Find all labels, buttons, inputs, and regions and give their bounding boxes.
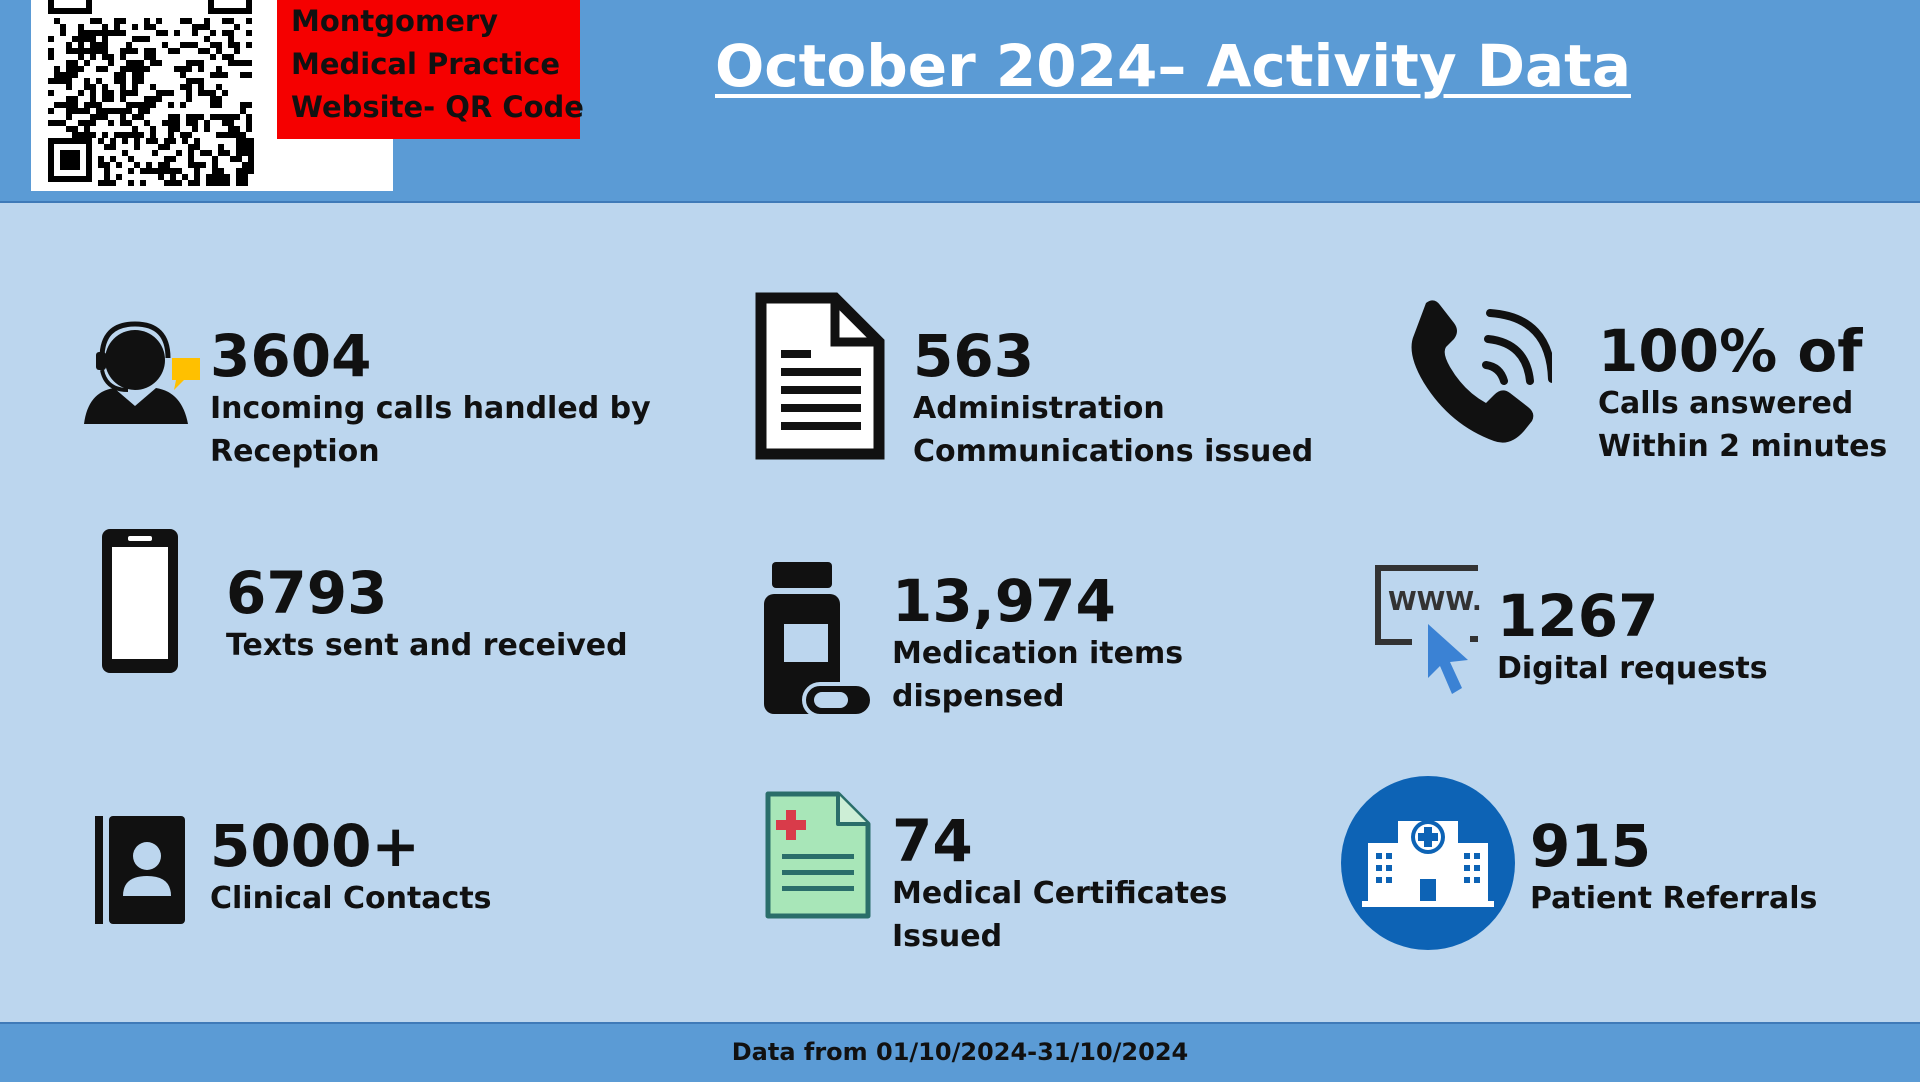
- data-period-text: Data from 01/10/2024-31/10/2024: [731, 1038, 1189, 1066]
- stat-patient-referrals: [1530, 812, 1818, 920]
- stat-medical-certificates: [892, 807, 1228, 958]
- header-banner: [0, 0, 1920, 203]
- practice-caption-line-1: Montgomery: [291, 4, 499, 38]
- stat-value: 3604: [210, 322, 372, 390]
- practice-caption-line-3: Website- QR Code: [291, 90, 584, 124]
- stat-value: 563: [913, 322, 1035, 390]
- stat-texts: [226, 559, 628, 667]
- stat-digital-requests: [1497, 582, 1768, 690]
- practice-caption-line-2: Medical Practice: [291, 47, 561, 81]
- stat-admin-communications: [913, 322, 1314, 473]
- www-icon-text: WWW.: [1388, 587, 1482, 617]
- stat-value: 1267: [1497, 582, 1659, 650]
- stat-value: 915: [1530, 812, 1652, 880]
- phone-ringing-icon: [1400, 295, 1552, 447]
- stat-value: 5000+: [210, 812, 421, 880]
- mobile-phone-icon: [98, 525, 182, 677]
- stat-value: 13,974: [892, 567, 1116, 635]
- practice-qr-caption: [277, 0, 584, 139]
- stat-label-line: Communications issued: [913, 434, 1314, 469]
- stat-clinical-contacts: [210, 812, 492, 920]
- stat-label-line: Administration: [913, 391, 1165, 426]
- stat-label-line: Incoming calls handled by: [210, 391, 651, 426]
- page-title: October 2024– Activity Data: [715, 32, 1631, 100]
- footer-bar: [0, 1022, 1920, 1082]
- stat-label-line: Within 2 minutes: [1598, 429, 1888, 464]
- stat-label-line: Issued: [892, 919, 1003, 954]
- stat-label-line: Patient Referrals: [1530, 881, 1818, 916]
- medical-certificate-icon: [764, 790, 872, 920]
- stat-label-line: dispensed: [892, 679, 1065, 714]
- stat-label-line: Medication items: [892, 636, 1184, 671]
- stat-label-line: Texts sent and received: [226, 628, 628, 663]
- stat-label-line: Clinical Contacts: [210, 881, 492, 916]
- receptionist-headset-icon: [80, 320, 205, 430]
- stat-label-line: Reception: [210, 434, 380, 469]
- stat-label-line: Calls answered: [1598, 386, 1854, 421]
- stat-label-line: Medical Certificates: [892, 876, 1228, 911]
- stat-calls-answered: [1598, 317, 1888, 468]
- stat-value: 100% of: [1598, 317, 1863, 385]
- stat-value: 74: [892, 807, 973, 875]
- stat-value: 6793: [226, 559, 388, 627]
- stat-medication-items: [892, 567, 1184, 718]
- medicine-bottle-icon: [762, 560, 874, 720]
- document-icon: [755, 292, 885, 460]
- stat-incoming-calls: [210, 322, 651, 473]
- contact-book-icon: [93, 814, 187, 926]
- www-cursor-icon: [1370, 560, 1486, 700]
- stat-label-line: Digital requests: [1497, 651, 1768, 686]
- qr-code-icon[interactable]: [40, 0, 260, 191]
- hospital-icon: [1340, 775, 1516, 951]
